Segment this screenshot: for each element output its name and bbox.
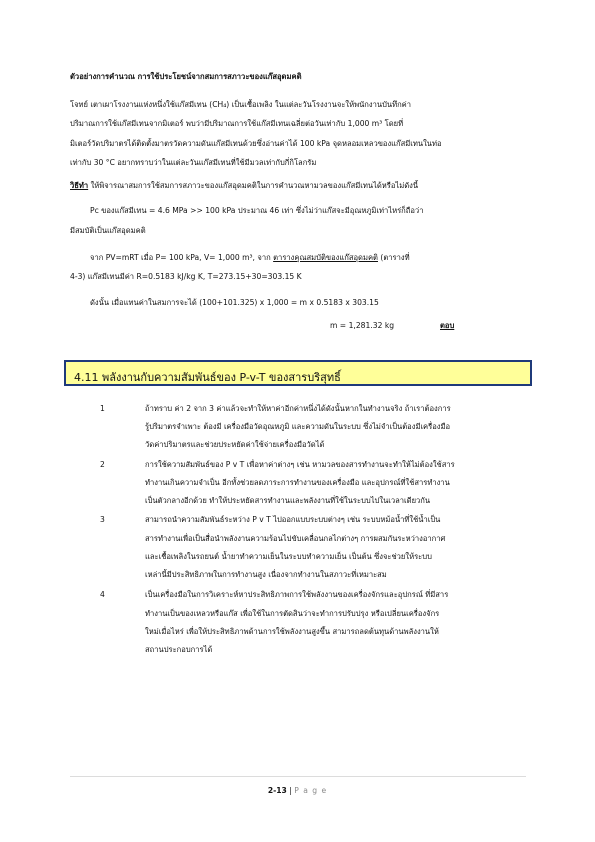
- pc-line-2: มีสมบัติเป็นแก๊สอุดมคติ: [70, 226, 146, 235]
- footer-divider: [70, 776, 526, 777]
- item-1-line-1: ถ้าทราบ ค่า 2 จาก 3 ค่าแล้วจะทำให้หาค่าอีกค่าหนึ่งได้ดังนั้นหากในทำงานจริง ถ้าเราต้องการ: [145, 404, 451, 413]
- ideal-gas-table-link[interactable]: ตารางคุณสมบัติของแก๊สอุดมคติ: [273, 253, 378, 262]
- item-number-2: 2: [100, 460, 105, 469]
- item-3-line-3: และเชื้อเพลิงในรถยนต์ น้ำยาทำความเย็นในระบบทำความเย็น เป็นต้น ซึ่งจะช่วยให้ระบบ: [145, 552, 432, 561]
- from-suffix: (ตารางที่: [377, 253, 410, 262]
- substitution-line: ดังนั้น เมื่อแทนค่าในสมการจะได้ (100+101.325) x 1,000 = m x 0.5183 x 303.15: [90, 298, 379, 307]
- solution-label: วิธีทำ: [70, 181, 89, 190]
- example-heading: ตัวอย่างการคำนวณ การใช้ประโยชน์จากสมการสภาวะของแก๊สอุดมคติ: [70, 72, 302, 81]
- problem-line-4: เท่ากับ 30 °C อยากทราบว่าในแต่ละวันแก๊สมีเทนที่ใช้มีมวลเท่ากับกี่กิโลกรัม: [70, 158, 317, 167]
- from-line: [90, 254, 410, 262]
- from-line-2: 4-3) แก๊สมีเทนมีค่า R=0.5183 kJ/kg K, T=273.15+30=303.15 K: [70, 272, 302, 281]
- item-3-line-4: เหล่านี้มีประสิทธิภาพในการทำงานสูง เนื่องจากทำงานในสภาวะที่เหมาะสม: [145, 570, 387, 579]
- item-2-line-2: ทำงานเกินความจำเป็น อีกทั้งช่วยลดภาระการทำงานของเครื่องมือ และอุปกรณ์ที่ใช้สารทำงาน: [145, 478, 450, 487]
- section-title: 4.11 พลังงานกับความสัมพันธ์ของ P-v-T ของสารบริสุทธิ์: [74, 371, 341, 384]
- item-3-line-1: สามารถนำความสัมพันธ์ระหว่าง P v T ไปออกแบบระบบต่างๆ เช่น ระบบหม้อน้ำที่ใช้น้ำเป็น: [145, 515, 441, 524]
- from-prefix: จาก PV=mRT เมื่อ P= 100 kPa, V= 1,000 m³, จาก: [90, 253, 274, 262]
- answer-label: ตอบ: [440, 321, 455, 330]
- item-1-line-2: รู้ปริมาตรจำเพาะ ต้องมี เครื่องมือวัดอุณหภูมิ และความดันในระบบ ซึ่งไม่จำเป็นต้องมีเครื่องมือ: [145, 422, 451, 431]
- page-word: P a g e: [294, 786, 328, 795]
- item-2-line-1: การใช้ความสัมพันธ์ของ P v T เพื่อหาค่าต่างๆ เช่น หามวลของสารทำงานจะทำให้ไม่ต้องใช้สาร: [145, 460, 455, 469]
- footer-separator: |: [286, 786, 295, 795]
- item-4-line-2: ทำงานเป็นของเหลวหรือแก๊ส เพื่อใช้ในการตัดสินว่าจะทำการปรับปรุง หรือเปลี่ยนเครื่องจักร: [145, 609, 440, 618]
- item-1-line-3: วัดค่าปริมาตรและช่วยประหยัดค่าใช้จ่ายเครื่องมือวัดได้: [145, 440, 325, 449]
- item-3-line-2: สารทำงานเพื่อเป็นสื่อนำพลังงานความร้อนไปขับเคลื่อนกลไกต่างๆ การผสมกันระหว่างอากาศ: [145, 534, 446, 543]
- problem-line-2: ปริมาณการใช้แก๊สมีเทนจากมิเตอร์ พบว่ามีปริมาณการใช้แก๊สมีเทนเฉลี่ยต่อวันเท่ากับ 1,000 m³ โดยที่: [70, 119, 404, 128]
- problem-line-1: โจทย์ เตาเผาโรงงานแห่งหนึ่งใช้แก๊สมีเทน (CH₄) เป็นเชื้อเพลิง ในแต่ละวันโรงงานจะให้พนักงานบันทึกค่า: [70, 100, 412, 109]
- section-header-box: [64, 360, 532, 386]
- item-number-1: 1: [100, 404, 105, 413]
- item-4-line-1: เป็นเครื่องมือในการวิเคราะห์หาประสิทธิภาพการใช้พลังงานของเครื่องจักรและอุปกรณ์ ที่มีสาร: [145, 590, 449, 599]
- page-number: 2-13: [267, 786, 287, 795]
- pc-line-1: Pc ของแก๊สมีเทน = 4.6 MPa >> 100 kPa ประมาณ 46 เท่า ซึ่งไม่ว่าแก๊สจะมีอุณหภูมิเท่าไหร่ก็ถือว่า: [90, 206, 424, 215]
- item-2-line-3: เป็นตัวกลางอีกด้วย ทำให้ประหยัดสารทำงานและพลังงานที่ใช้ในระบบไปในเวลาเดียวกัน: [145, 496, 431, 505]
- item-4-line-4: สถานประกอบการได้: [145, 645, 213, 654]
- result-mass: m = 1,281.32 kg: [330, 321, 395, 330]
- item-4-line-3: ใหม่เมื่อไหร่ เพื่อให้ประสิทธิภาพด้านการใช้พลังงานสูงขึ้น สามารถลดต้นทุนด้านพลังงานให้: [145, 627, 439, 636]
- item-number-4: 4: [100, 590, 105, 599]
- item-number-3: 3: [100, 515, 105, 524]
- page-footer: [0, 786, 595, 795]
- problem-line-3: มิเตอร์วัดปริมาตรได้ติดตั้งมาตรวัดความดันแก๊สมีเทนด้วยซึ่งอ่านค่าได้ 100 kPa จุดหลอมเหลวของแก๊สมีเทนในท่อ: [70, 139, 442, 148]
- solution-line: [70, 182, 418, 190]
- solution-text: ให้พิจารณาสมการใช้สมการสภาวะของแก๊สอุดมคติในการคำนวณหามวลของแก๊สมีเทนได้หรือไม่ดังนี้: [88, 181, 419, 190]
